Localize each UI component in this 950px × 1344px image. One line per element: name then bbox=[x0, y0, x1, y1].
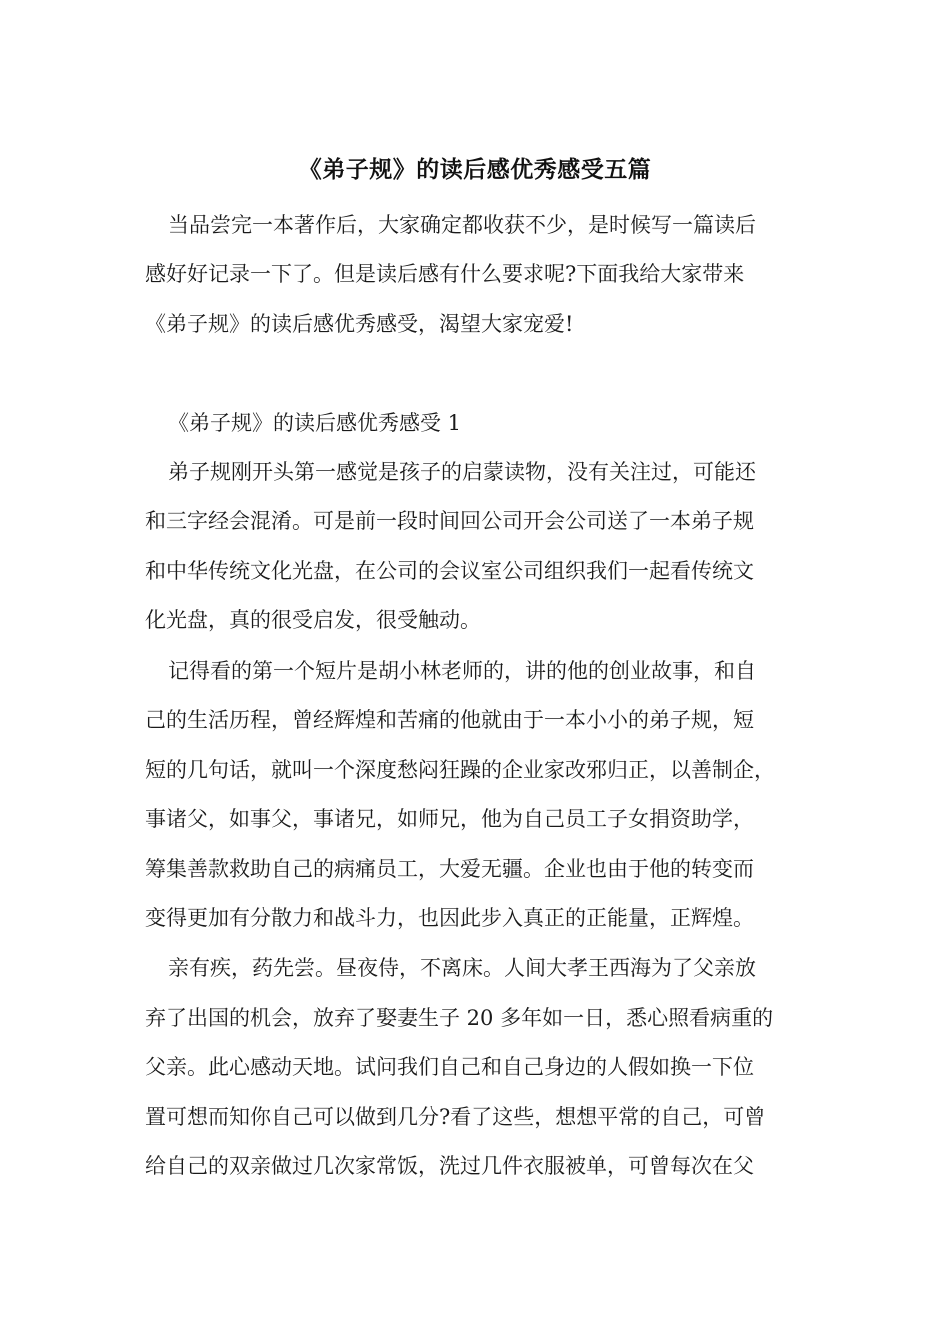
paragraph-line: 己的生活历程，曾经辉煌和苦痛的他就由于一本小小的弟子规，短 bbox=[145, 708, 754, 732]
section-heading: 《弟子规》的读后感优秀感受 1 bbox=[168, 411, 462, 435]
paragraph-line: 和三字经会混淆。可是前一段时间回公司开会公司送了一本弟子规 bbox=[145, 509, 754, 533]
paragraph-line: 父亲。此心感动天地。试问我们自己和自己身边的人假如换一下位 bbox=[145, 1055, 754, 1079]
paragraph-line: 置可想而知你自己可以做到几分?看了这些，想想平常的自己，可曾 bbox=[145, 1105, 766, 1129]
paragraph-line: 筹集善款救助自己的病痛员工，大爱无疆。企业也由于他的转变而 bbox=[145, 857, 754, 881]
intro-line: 当品尝完一本著作后，大家确定都收获不少，是时候写一篇读后 bbox=[168, 213, 756, 237]
paragraph-line: 变得更加有分散力和战斗力，也因此步入真正的正能量，正辉煌。 bbox=[145, 906, 754, 930]
paragraph-line: 弟子规刚开头第一感觉是孩子的启蒙读物，没有关注过，可能还 bbox=[168, 460, 756, 484]
document-title: 《弟子规》的读后感优秀感受五篇 bbox=[298, 157, 652, 183]
intro-line: 《弟子规》的读后感优秀感受，渴望大家宠爱! bbox=[145, 312, 574, 336]
intro-line: 感好好记录一下了。但是读后感有什么要求呢?下面我给大家带来 bbox=[145, 262, 745, 286]
paragraph-line: 亲有疾，药先尝。昼夜侍，不离床。人间大孝王西海为了父亲放 bbox=[168, 956, 756, 980]
paragraph-line: 记得看的第一个短片是胡小林老师的，讲的他的创业故事，和自 bbox=[168, 659, 756, 683]
paragraph-line: 短的几句话，就叫一个深度愁闷狂躁的企业家改邪归正，以善制企， bbox=[145, 758, 775, 782]
paragraph-line: 事诸父，如事父，事诸兄，如师兄，他为自己员工子女捐资助学， bbox=[145, 807, 754, 831]
paragraph-line: 弃了出国的机会，放弃了娶妻生子 20 多年如一日，悉心照看病重的 bbox=[145, 1006, 774, 1030]
paragraph-line: 化光盘，真的很受启发，很受触动。 bbox=[145, 608, 481, 632]
paragraph-line: 和中华传统文化光盘，在公司的会议室公司组织我们一起看传统文 bbox=[145, 559, 754, 583]
paragraph-line: 给自己的双亲做过几次家常饭，洗过几件衣服被单，可曾每次在父 bbox=[145, 1154, 754, 1178]
